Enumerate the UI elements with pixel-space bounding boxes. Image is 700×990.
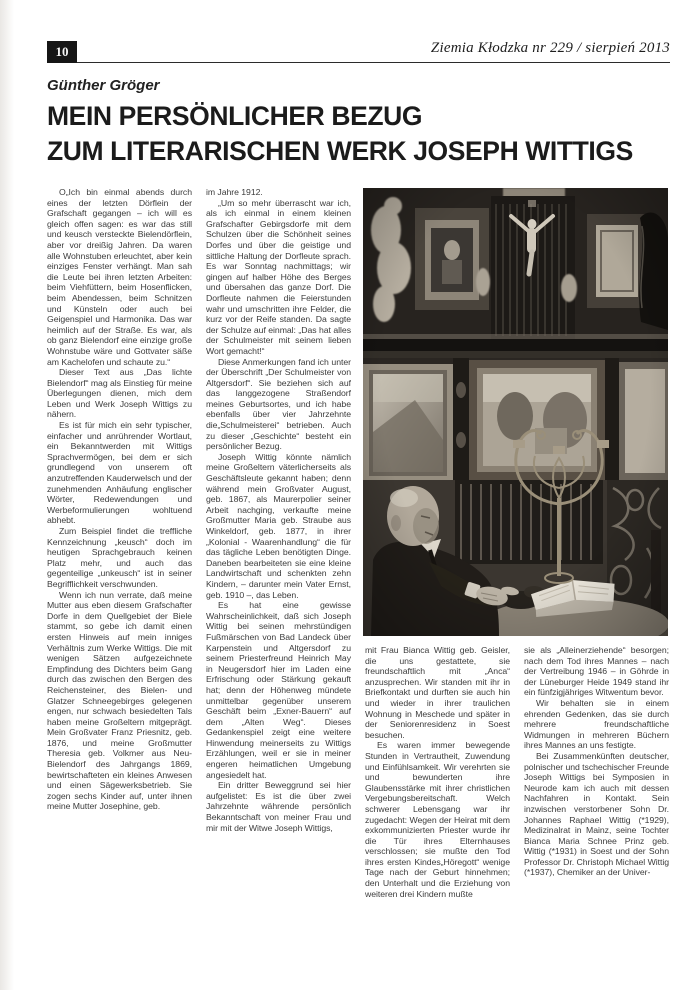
- paragraph: O„Ich bin einmal abends durch eines der letzten Dörflein der Grafschaft gegangen – ich will es gleich offen sagen: es war das still und keusch versteckte Bielendörflein, aber vor dreißig Jahren. Da waren alle Wohnstuben erleuchtet, aber kein einziges Fenster verhängt. Man sah die Leute bei ihren letzten Arbeiten: beim Viehfüttern, beim Hosenflicken, beim Abendessen, beim Schnitzen und Künsteln oder auch bei Geigenspiel und Harmonika. Das war heimlich auf der Straße. Es war, als ob ganz Bielendorf eine einzige große Wohnstube wäre und Gottvater säße am Kachelofen und schaute zu.“: [47, 187, 192, 367]
- text-column-3: [365, 645, 510, 937]
- paragraph: im Jahre 1912.: [206, 187, 263, 197]
- paragraph: „Um so mehr überrascht war ich, als ich einmal in einem kleinen Grafschafter Gebirgsdorfe mit dem Schulzen über die Schönheit seines Dorfes und über die geistige und sittliche Haltung der Dorfleute sprach. Es war Sonntag nachmittags; wir gingen auf halber Höhe des Berges und übersahen das ganze Dorf. Die Dorfleute nahmen die Feierstunden wahr und umschritten ihre Felder, die kurz vor der Reife standen. Da sagte der Schulze auf einmal: „Das hat alles der Schulmeister mit seinem lieben Wort gemacht!“: [206, 197, 351, 356]
- paragraph: Joseph Wittig könnte nämlich meine Großeltern väterlicherseits als Geschäftsleute gekannt haben; denn während mein Großvater August, geb. 1867, als Maurerpolier seiner Arbeit nachging, verkaufte meine Großmutter Maria geb. Straube aus Winkeldorf, geb. 1877, in ihrer „Kolonial - Waarenhandlung“ die für das tägliche Leben benötigten Dinge. Daneben bearbeiteten sie eine kleine Landwirtschaft und schenkten zehn Kindern, – darunter mein Vater Ernst, geb. 1910 –, das Leben.: [206, 451, 351, 600]
- paragraph: sie als „Alleinerziehende“ besorgen; nach dem Tod ihres Mannes – nach der Vertreibung 1946 – in Göhrde in der Lüneburger Heide 1949 stand ihr ein fünfzigjähriges Witwentum bevor.: [524, 645, 669, 698]
- author-byline: Günther Gröger: [47, 77, 160, 94]
- paragraph: Es hat eine gewisse Wahrscheinlichkeit, daß sich Joseph Wittig bei seinen mehrstündigen Fußmärschen von Bad Landeck über Karpenstein und Altgersdorf zu seinem Priesterfreund Heinrich May in Neugersdorf hier im Laden eine Erfrischung oder Stärkung gekauft hat; denn der Höhenweg mündete unmittelbar gegenüber unserem Geschäft beim „Exner-Bauern“ auf dem „Alten Weg“. Dieses Gedankenspiel zeigt eine weitere Hinwendung meinerseits zu Wittigs Erzählungen, weil er sie in meiner engeren heimatlichen Umgebung angesiedelt hat.: [206, 600, 351, 780]
- paragraph: Dieser Text aus „Das lichte Bielendorf“ mag als Einstieg für meine Überlegungen dienen, mich dem Leben und Werk Joseph Wittigs zu nähern.: [47, 367, 192, 420]
- article-title-line2: ZUM LITERARISCHEN WERK JOSEPH WITTIGS: [47, 136, 633, 166]
- paragraph: Wir behalten sie in einem ehrenden Gedenken, das sie durch mehrere freundschaftliche Widmungen in mehreren Büchern ihres Mannes an uns festigte.: [524, 697, 669, 751]
- paragraph: Wenn ich nun verrate, daß meine Mutter aus eben diesem Grafschafter Dorfe in dem Quellgebiet der Biele stammt, so gebe ich damit einen ersten Hinweis auf mein inniges Verhältnis zum Werke Wittigs. Die mit wenigen Sätzen aufgezeichnete Empfindung des Dichters beim Gang durch das zwischen den Bergen des Reichensteiner, des Bielen- und Glatzer Schneegebirges gelegenen engen, nur schwach besiedelten Tals haben meine Großeltern mitgeprägt. Mein Großvater Franz Priesnitz, geb. 1876, und meine Großmutter Theresia geb. Volkmer aus Neu-Bielendorf des Jahrgangs 1869, bewirtschafteten ein kleines Anwesen und einen Sägewerksbetrieb. Sie zogen sechs Kinder auf, unter ihnen meine Mutter Josephine, geb.: [47, 589, 192, 812]
- photo-illustration: [363, 188, 668, 636]
- article-title: [47, 99, 633, 169]
- journal-title: Ziemia Kłodzka nr 229 / sierpień 2013: [430, 40, 670, 56]
- article-photo: [363, 188, 668, 636]
- text-column-4: [524, 645, 669, 937]
- paragraph: Es waren immer bewegende Stunden in Vertrautheit, Zuwendung und Einfühlsamkeit. Wir verehrten sie und bewunderten ihre Glaubensstärke mit ihrer christlichen Vergebungsbereitschaft. Welch schwerer Lebensgang war ihr zugedacht: Wegen der Heirat mit dem exkommunizierten Priester wurde ihr die Tür ihres Elternhauses verschlossen; sie mußte den Tod ihres ersten Kindes„Höregott“ wenige Tage nach der Geburt hinnehmen; den Unterhalt und die Erziehung von weiteren drei Kindern mußte: [365, 740, 510, 899]
- text-column-1: [47, 187, 192, 937]
- header-rule: [47, 62, 670, 63]
- paragraph: Diese Anmerkungen fand ich unter der Überschrift „Der Schulmeister von Altgersdorf“. Sie beziehen sich auf das langgezogene Straßendorf meines Geburtsortes, und ich habe ebenfalls über vier Jahrzehnte die„Schulmeisterei“ betrieben. Auch zu dieser „Geschichte“ besteht ein persönlicher Bezug.: [206, 356, 351, 452]
- paragraph: Zum Beispiel findet die treffliche Kennzeichnung „keusch“ doch im heutigen Sprachgebrauch keinen Platz mehr, und auch das gegenteilige „unkeusch“ ist in seiner Begrifflichkeit verschwunden.: [47, 526, 192, 589]
- paragraph: Ein dritter Beweggrund sei hier aufgelistet: Es ist die über zwei Jahrzehnte währende persönlich Bekanntschaft von meiner Frau und mir mit der Witwe Joseph Wittigs,: [206, 780, 351, 833]
- paragraph: Bei Zusammenkünften deutscher, polnischer und tschechischer Freunde Joseph Wittigs bei Symposien in Neurode kam ich auch mit dessen Nachfahren in Kontakt. Sein inzwischen verstorbener Sohn Dr. Johannes Raphael Wittig (*1929), Medizinalrat in Mainz, seine Tochter Bianca Maria Schnee Prinz geb. Wittig (*1931) in Soest und der Sohn Professor Dr. Christoph Michael Wittig (*1937), Chemiker an der Univer-: [524, 750, 669, 878]
- text-column-2: [206, 187, 351, 937]
- article-title-line1: MEIN PERSÖNLICHER BEZUG: [47, 101, 423, 131]
- paragraph: Es ist für mich ein sehr typischer, einfacher und anrührender Wortlaut, ein Bekanntwerden mit Wittigs Sprachvermögen, bei dem er sich grundlegend von unserem oft anzutreffenden Kauderwelsch und der zunehmenden Anhäufung englischer Wörter, Redewendungen und Werbeformulierungen wohltuend abhebt.: [47, 420, 192, 526]
- scan-edge-shadow: [0, 0, 14, 990]
- paragraph: mit Frau Bianca Wittig geb. Geisler, die uns gestattete, sie freundschaftlich mit „Anca“ anzusprechen. Wir standen mit ihr in Briefkontakt und durften sie auch hin und wieder in ihrer traulichen Wohnung in Meschede und später in der Seniorenresidenz in Soest besuchen.: [365, 645, 510, 740]
- page-number: 10: [47, 41, 77, 63]
